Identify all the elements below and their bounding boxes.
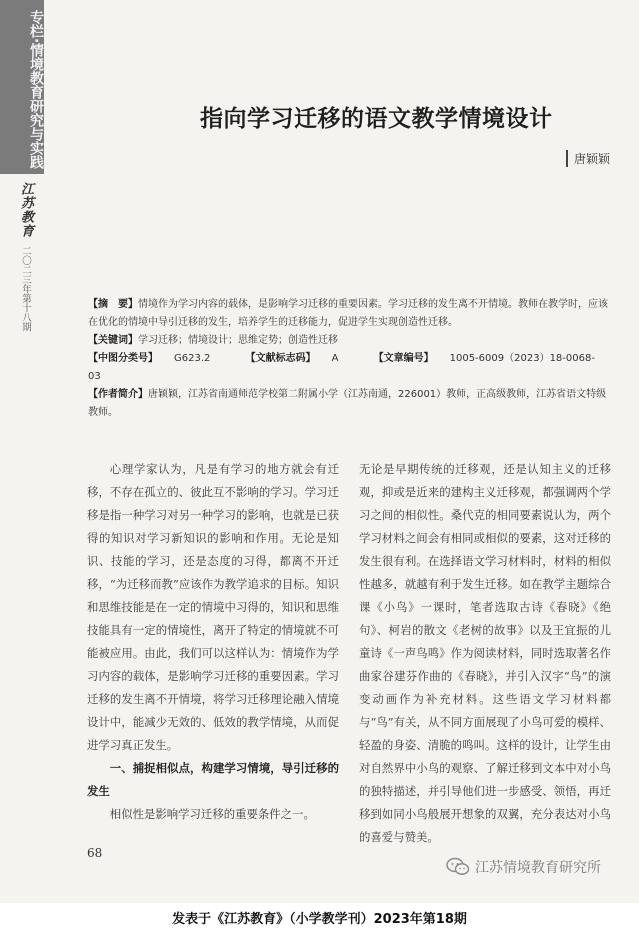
body-column-left xyxy=(87,458,339,826)
clc-label: 【中图分类号】 xyxy=(88,353,158,364)
clc-value: G623.2 xyxy=(174,353,211,364)
author-bio xyxy=(88,386,614,422)
section-heading: 一、捕捉相似点，构建学习情境，导引迁移的发生 xyxy=(87,761,339,798)
article-meta xyxy=(88,296,614,422)
abstract xyxy=(88,296,614,332)
body-paragraph: 心理学家认为，凡是有学习的地方就会有迁移，不存在孤立的、彼此互不影响的学习。学习迁移是指一种学习对另一种学习的影响，也就是已获得的知识对学习新知识的影响和作用。无论是知识、技能的学习，还是态度的习得，都离不开迁移，“为迁移而教”应该作为教学追求的目标。知识和思维技能是在一定的情境中习得的，知识和思维技能具有一定的情境性，离开了特定的情境就不可能被应用。由此，我们可以这样认为：情境作为学习内容的载体，是影响学习迁移的重要因素。学习迁移的发生离不开情境，将学习迁移理论融入情境设计中，能减少无效的、低效的教学情境，从而促进学习真正发生。 xyxy=(87,462,339,752)
keywords-text: 学习迁移；情境设计；思维定势；创造性迁移 xyxy=(138,335,338,346)
article-author: 唐颖颖 xyxy=(566,150,610,167)
article-no-label: 【文章编号】 xyxy=(373,353,434,364)
watermark-text: 江苏情境教育研究所 xyxy=(475,860,601,876)
body-paragraph: 相似性是影响学习迁移的重要条件之一。 xyxy=(109,807,315,821)
body-column-right xyxy=(359,458,611,849)
doc-code-label: 【文献标志码】 xyxy=(245,353,316,364)
classification-row xyxy=(88,350,614,386)
author-bio-label: 【作者简介】 xyxy=(88,389,148,400)
doc-code-value: A xyxy=(331,353,339,364)
journal-name: 江苏教育 xyxy=(18,182,33,238)
abstract-text: 情境作为学习内容的载体，是影响学习迁移的重要因素。学习迁移的发生离不开情境。教师在教学时，应该在优化的情境中导引迁移的发生，培养学生的迁移能力，促进学生实现创造性迁移。 xyxy=(88,299,608,328)
watermark xyxy=(446,857,601,877)
column-label: 专栏·情境教育研究与实践 xyxy=(28,10,44,170)
keywords-label: 【关键词】 xyxy=(88,335,138,346)
publication-caption: 发表于《江苏教育》（小学教学刊）2023年第18期 xyxy=(0,903,639,936)
author-bio-text: 唐颖颖，江苏省南通师范学校第二附属小学（江苏南通，226001）教师，正高级教师，江苏省语文特级教师。 xyxy=(88,389,607,418)
wechat-icon xyxy=(446,857,470,877)
article-title: 指向学习迁移的语文教学情境设计 xyxy=(200,106,553,132)
keywords xyxy=(88,332,614,350)
abstract-label: 【摘 要】 xyxy=(88,299,138,310)
column-tab xyxy=(0,0,44,174)
article-no-value: 1005-6009（2023）18-0068-03 xyxy=(88,353,595,382)
body-paragraph: 无论是早期传统的迁移观，还是认知主义的迁移观，抑或是近来的建构主义迁移观，都强调两个学习之间的相似性。桑代克的相同要素说认为，两个学习材料之间会有相同或相似的要素，这对迁移的发生很有利。在选择语文学习材料时，材料的相似性越多，就越有利于发生迁移。如在教学主题综合课《小鸟》一课时，笔者选取古诗《春晓》《绝句》、柯岩的散文《老树的故事》以及王宜振的儿童诗《一声鸟鸣》作为阅读材料，同时选取著名作曲家谷建芬作曲的《春晓》，并引入汉字“鸟”的演变动画作为补充材料。这些语文学习材料都与“鸟”有关，从不同方面展现了小鸟可爱的模样、轻盈的身姿、清脆的鸣叫。这样的设计，让学生由对自然界中小鸟的观察、了解迁移到文本中对小鸟的独特描述，并引导他们进一步感受、领悟，再迁移到如同小鸟般展开想象的双翼，充分表达对小鸟的喜爱与赞美。 xyxy=(359,462,611,844)
issue-label: 二〇二三年第十八期 xyxy=(20,246,31,332)
page-number: 68 xyxy=(87,846,103,860)
